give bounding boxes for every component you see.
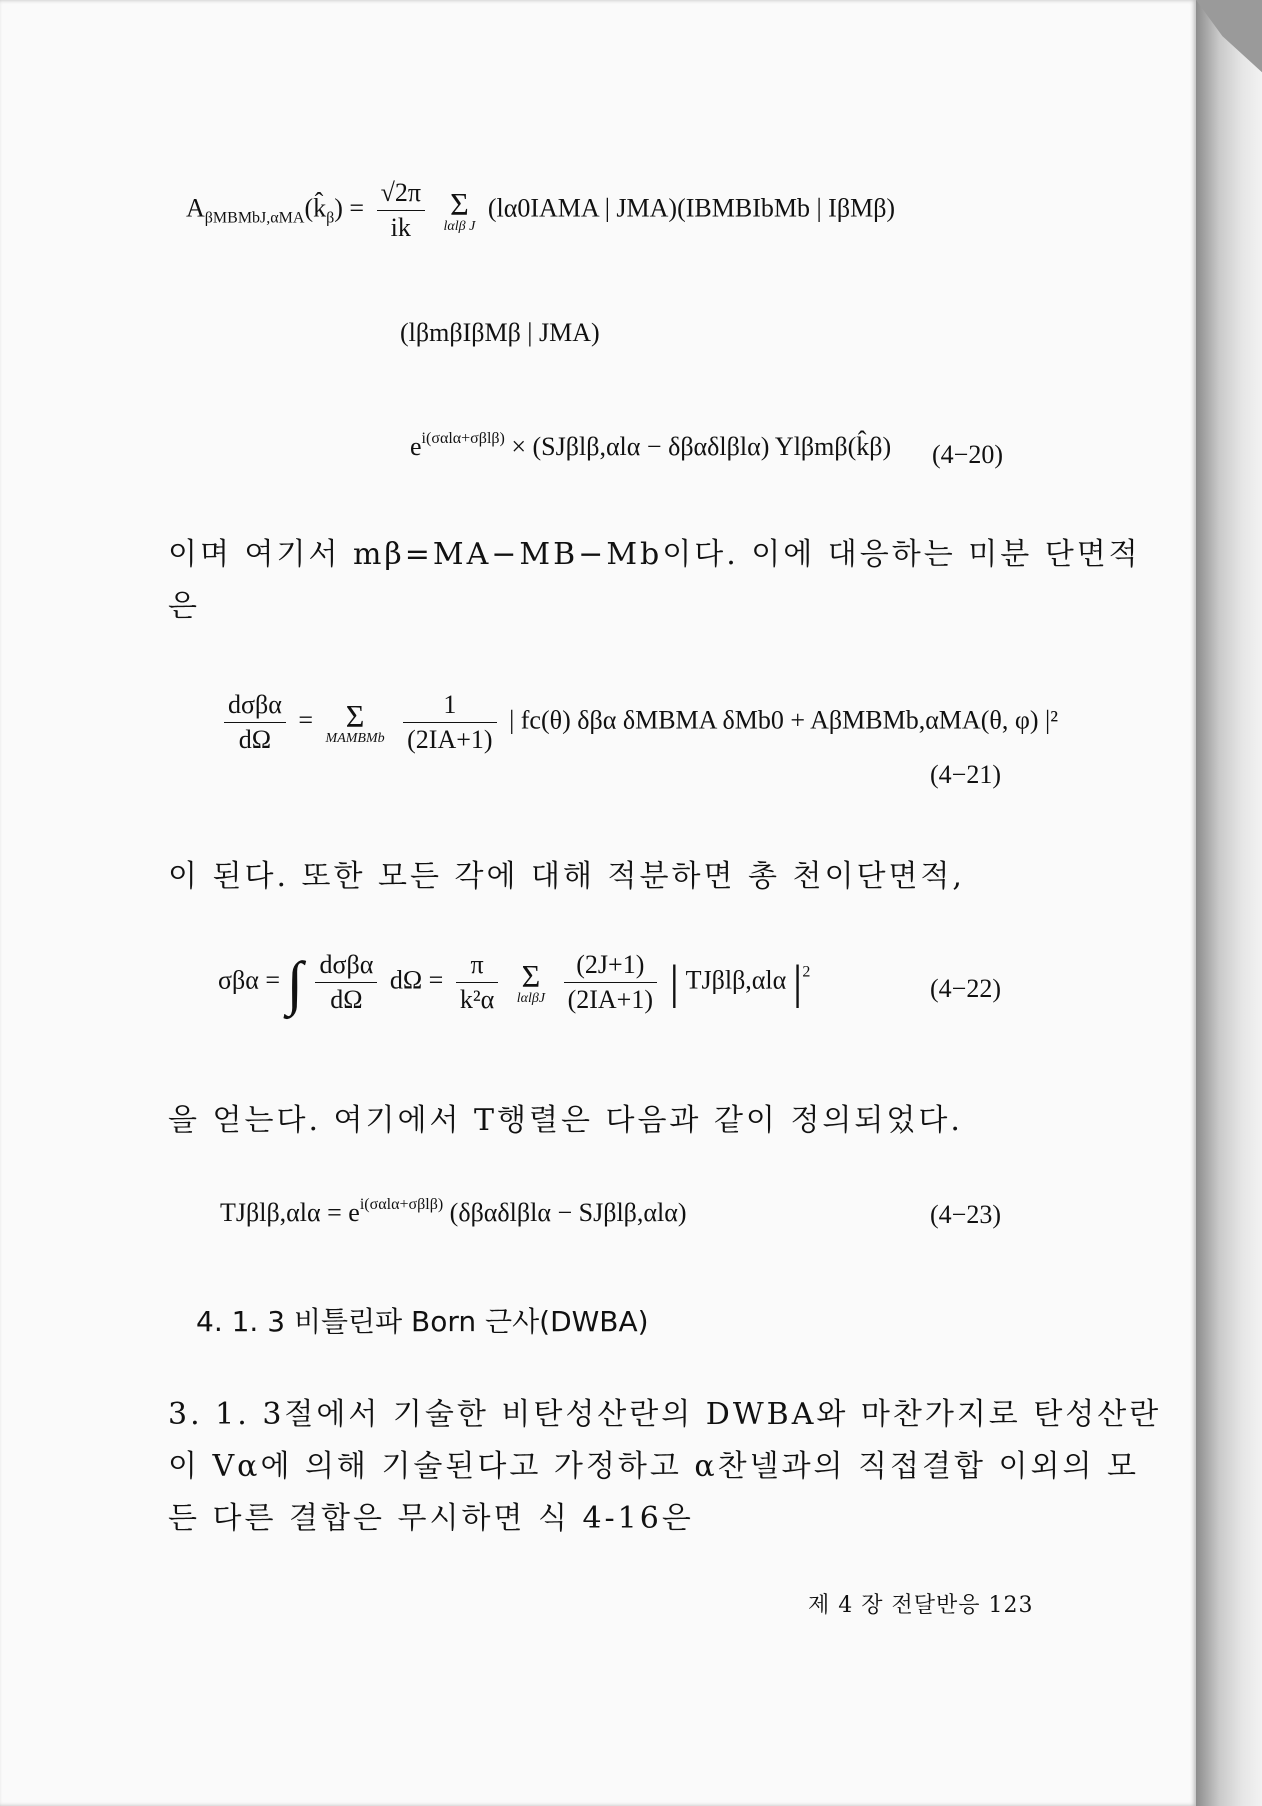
eq21-frac-num: 1 — [403, 690, 496, 723]
integral-sign: ∫ — [286, 949, 303, 1016]
eq20-line-2-text: (lβmβIβMβ | JMA) — [400, 318, 600, 347]
eq20-lhs-sub: βMBMbJ,αMA — [204, 209, 305, 227]
eq22-frac-den: (2IA+1) — [567, 985, 654, 1014]
eq23-rest: (δβαδlβlα − SJβlβ,αlα) — [449, 1198, 687, 1227]
eq23-lhs: TJβlβ,αlα = e — [220, 1198, 360, 1227]
equation-4-22: σβα = ∫ $\frac{\text{dσβα}}{d\Omega}$ dΩ = $\frac{\pi}{\text{k²α}}$ Σ lαlβJ $\frac{(2J+1)}{(2IA+1)}$ | TJβlβ,αlα $|^2$ — [218, 949, 811, 1016]
eq20-arg-sub: β — [326, 209, 335, 227]
eq22-pi-num: π — [456, 950, 498, 983]
paragraph-1-line-2: 은 — [168, 589, 200, 624]
eq22-fraction — [564, 950, 657, 1015]
eq22-sum-limits: lαlβJ — [516, 990, 546, 1006]
paragraph-1-line-1: 이며 여기서 mβ=MA−MB−Mb이다. 이에 대응하는 미분 단면적 — [168, 537, 1141, 572]
eq20-sum: Σ lαlβ J — [443, 185, 476, 234]
eq22-pi-den: k²α — [459, 985, 495, 1014]
eq21-fraction — [403, 690, 496, 755]
eq20-fraction — [377, 178, 425, 243]
eq21-lhs-fraction — [224, 690, 286, 755]
eq20-lhs: A — [186, 193, 205, 223]
paragraph-4-line-2: 이 Vα에 의해 기술된다고 가정하고 α찬넬과의 직접결합 이외의 모 — [168, 1449, 1139, 1484]
eq21-frac-den: (2IA+1) — [407, 725, 493, 754]
eq22-int-den: dΩ — [330, 985, 363, 1014]
equation-4-20-line-2 — [400, 318, 600, 348]
eq20-clebsch-gordan: (lα0IAMA | JMA)(IBMBIbMb | IβMβ) — [487, 193, 896, 223]
equation-number-4-23: (4−23) — [930, 1200, 1001, 1229]
eq22-square: 2 — [802, 963, 811, 981]
eq21-sum: Σ MAMBMb — [325, 697, 385, 746]
eq22-int-num: dσβα — [315, 950, 377, 983]
paragraph-4-line-3: 든 다른 결합은 무시하면 식 4-16은 — [168, 1501, 694, 1536]
eq20-arg-close: ) = — [334, 193, 365, 223]
page-stack-edge — [1196, 0, 1262, 1806]
eq20-arg: (k̂ — [304, 193, 327, 223]
section-heading: 4. 1. 3 비틀린파 Born 근사(DWBA) — [196, 1305, 649, 1338]
eq20-sum-limits: lαlβ J — [443, 218, 476, 234]
paragraph-2: 이 된다. 또한 모든 각에 대해 적분하면 총 천이단면적, — [168, 859, 965, 894]
eq20-exponent: i(σαlα+σβlβ) — [421, 430, 505, 447]
eq22-frac-num: (2J+1) — [564, 950, 657, 983]
eq21-rest: | fc(θ) δβα δMBMA δMb0 + AβMBMb,αMA(θ, φ) |² — [509, 705, 1058, 735]
equation-number-4-21: (4−21) — [930, 760, 1001, 789]
eq22-pi-fraction — [456, 950, 498, 1015]
equation-4-21: $\frac{\text{dσβα}}{d\Omega}$ = Σ MAMBMb $\frac{1}{(2IA+1)}$ | fc(θ) δβα δMBMA δMb0 + AβMBMb,αMA(θ, φ) |² — [218, 690, 1058, 755]
eq22-integrand-fraction — [315, 950, 377, 1015]
eq20-line-3-rest: × (SJβlβ,αlα − δβαδlβlα) Ylβmβ(k̂β) — [511, 432, 892, 461]
eq22-t-matrix: TJβlβ,αlα — [685, 965, 787, 995]
equation-4-20-line-1 — [186, 178, 895, 243]
eq21-sum-limits: MAMBMb — [325, 730, 385, 746]
eq22-sum: Σ lαlβJ — [516, 957, 546, 1006]
eq22-lhs: σβα = — [218, 965, 281, 995]
paragraph-4-line-1: 3. 1. 3절에서 기술한 비탄성산란의 DWBA와 마찬가지로 탄성산란 — [168, 1397, 1162, 1432]
eq20-frac-num: √2π — [377, 178, 425, 211]
equation-4-20-line-3: $e^{i(\sigma\alpha l\alpha+\sigma\beta l\beta)} \times (SJ\beta l\beta,\alpha l\alpha - \delta\beta\alpha\delta l\beta l\alpha)$ Ylβmβ(k̂β) — [410, 430, 892, 461]
eq21-lhs-num: dσβα — [224, 690, 286, 723]
equation-number-4-22: (4−22) — [930, 974, 1001, 1003]
eq22-mid: dΩ = — [389, 965, 444, 995]
equation-4-23 — [220, 1196, 687, 1228]
eq23-exponent: i(σαlα+σβlβ) — [359, 1196, 444, 1213]
paragraph-3: 을 얻는다. 여기에서 T행렬은 다음과 같이 정의되었다. — [168, 1103, 963, 1138]
eq20-frac-den: ik — [390, 213, 411, 242]
equation-number-4-20: (4−20) — [932, 440, 1003, 469]
page-footer: 제 4 장 전달반응 123 — [808, 1593, 1034, 1618]
eq21-lhs-den: dΩ — [238, 725, 272, 754]
